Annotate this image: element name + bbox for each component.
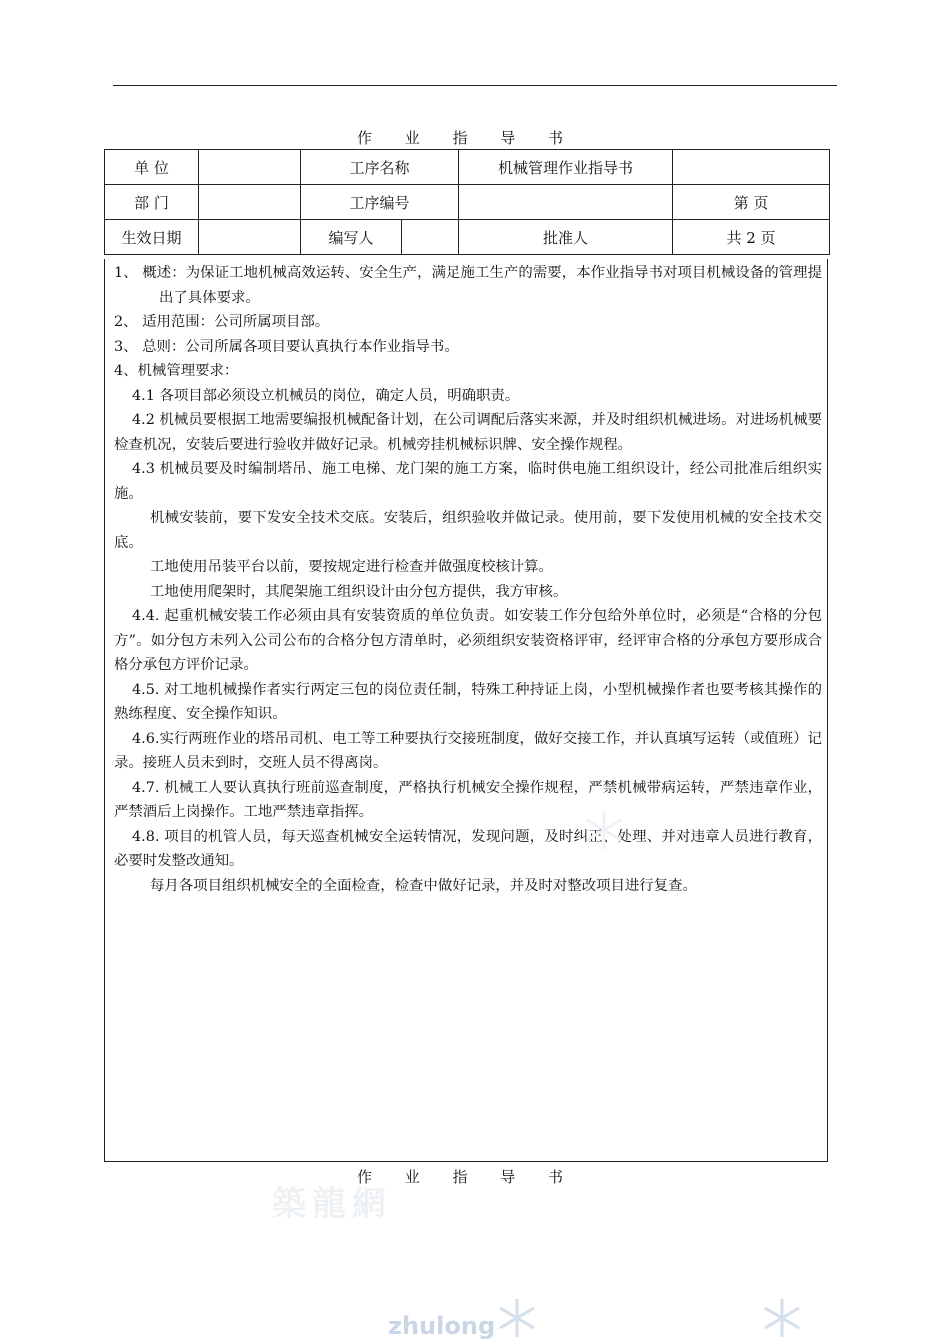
label-effective-date: 生效日期: [105, 220, 199, 255]
watermark-en: zhulong: [388, 1312, 496, 1340]
value-author: [402, 220, 459, 255]
snowflake-icon: [760, 1296, 804, 1340]
value-department: [199, 185, 301, 220]
paragraph-4-8: 4.8. 项目的机管人员，每天巡查机械安全运转情况，发现问题，及时纠正、处理、并对违章人员进行教育，必要时发整改通知。: [114, 828, 822, 869]
value-process-number: [459, 185, 673, 220]
paragraph-overview: 1、 概述：为保证工地机械高效运转、安全生产，满足施工生产的需要，本作业指导书对项目机械设备的管理提出了具体要求。: [114, 265, 822, 306]
label-department: 部 门: [105, 185, 199, 220]
total-pages: 共 2 页: [673, 220, 830, 255]
label-author: 编写人: [301, 220, 402, 255]
body-box: [104, 259, 828, 1162]
header-table: [104, 149, 830, 255]
paragraph-4-3: 4.3 机械员要及时编制塔吊、施工电梯、龙门架的施工方案，临时供电施工组织设计，经公司批准后组织实施。: [114, 461, 822, 502]
paragraph-requirements-heading: 4、机械管理要求：: [114, 363, 239, 379]
paragraph-4-1: 4.1 各项目部必须设立机械员的岗位，确定人员，明确职责。: [132, 387, 520, 404]
paragraph-monthly-check: 每月各项目组织机械安全的全面检查，检查中做好记录，并及时对整改项目进行复查。: [150, 877, 697, 894]
body-content: [114, 261, 822, 898]
header-row-1: [105, 150, 830, 185]
value-unit: [199, 150, 301, 185]
paragraph-scope: 2、 适用范围：公司所属项目部。: [114, 314, 330, 330]
label-approver: 批准人: [459, 220, 673, 255]
paragraph-4-7: 4.7. 机械工人要认真执行班前巡查制度，严格执行机械安全操作规程，严禁机械带病运转，严禁违章作业，严禁酒后上岗操作。工地严禁违章指挥。: [114, 779, 822, 820]
paragraph-general: 3、 总则：公司所属各项目要认真执行本作业指导书。: [114, 338, 459, 355]
label-process-number: 工序编号: [301, 185, 459, 220]
document-title: 作 业 指 导 书: [356, 129, 578, 147]
paragraph-4-5: 4.5. 对工地机械操作者实行两定三包的岗位责任制，特殊工种持证上岗，小型机械操作者也要考核其操作的熟练程度、安全操作知识。: [114, 681, 822, 722]
paragraph-4-2: 4.2 机械员要根据工地需要编报机械配备计划，在公司调配后落实来源，并及时组织机械进场。对进场机械要检查机况，安装后要进行验收并做好记录。机械旁挂机械标识牌、安全操作规程。: [114, 412, 822, 453]
header-row-2: [105, 185, 830, 220]
watermark-cn: 築龍網: [272, 1184, 392, 1224]
footer-title: 作 业 指 导 书: [356, 1168, 578, 1186]
header-row-3: [105, 220, 830, 255]
top-rule: [113, 85, 837, 86]
paragraph-installation: 机械安装前，要下发安全技术交底。安装后，组织验收并做记录。使用前，要下发使用机械的安全技术交底。: [114, 510, 822, 551]
page-number: 第 页: [673, 185, 830, 220]
snowflake-icon: [582, 808, 626, 852]
snowflake-icon: [495, 1296, 539, 1340]
label-process-name: 工序名称: [301, 150, 459, 185]
value-effective-date: [199, 220, 301, 255]
label-unit: 单 位: [105, 150, 199, 185]
paragraph-climbing-frame: 工地使用爬架时，其爬架施工组织设计由分包方提供，我方审核。: [150, 583, 568, 600]
value-process-name: 机械管理作业指导书: [459, 150, 673, 185]
paragraph-4-6: 4.6.实行两班作业的塔吊司机、电工等工种要执行交接班制度，做好交接工作，并认真填写运转（或值班）记录。接班人员未到时，交班人员不得离岗。: [114, 730, 822, 771]
paragraph-4-4: 4.4. 起重机械安装工作必须由具有安装资质的单位负责。如安装工作分包给外单位时，必须是“合格的分包方”。如分包方未列入公司公布的合格分包方清单时，必须组织安装资格评审，经评审合格的分承包方要形成合格分承包方评价记录。: [114, 608, 822, 673]
value-row1-extra: [673, 150, 830, 185]
paragraph-lifting-platform: 工地使用吊装平台以前，要按规定进行检查并做强度校核计算。: [150, 559, 553, 575]
